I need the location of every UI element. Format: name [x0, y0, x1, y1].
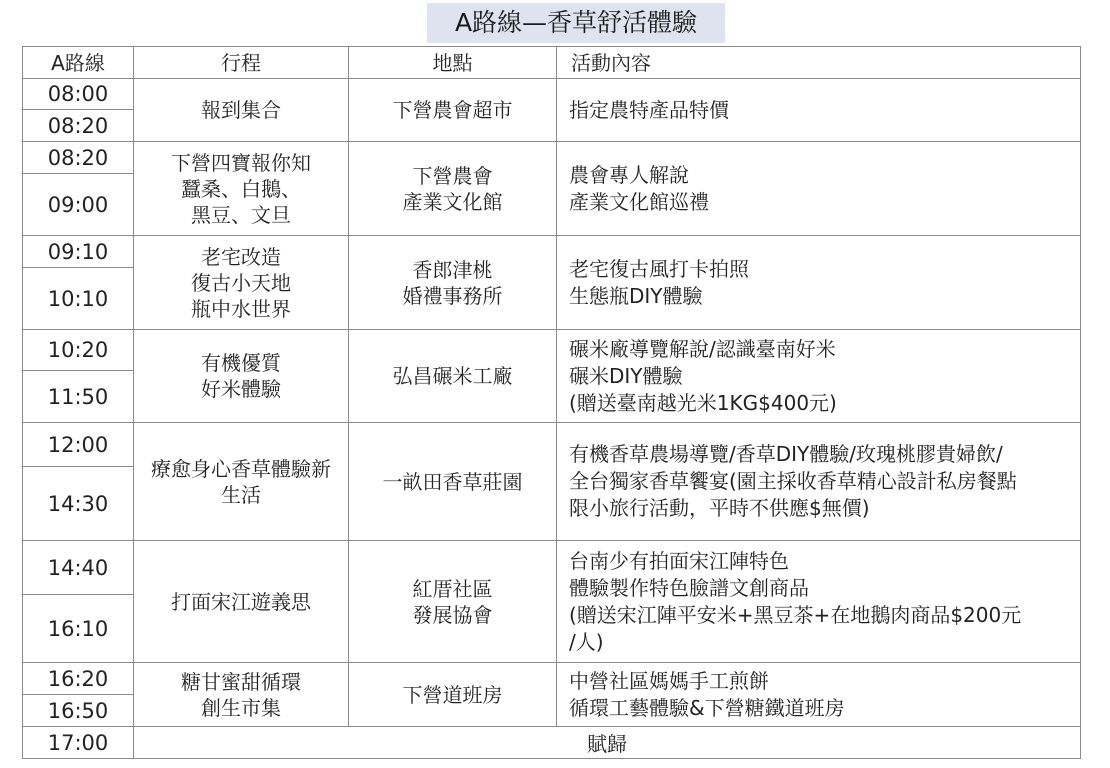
cell-line: 打面宋江遊義思	[171, 589, 311, 614]
cell-line: 體驗製作特色臉譜文創商品	[569, 575, 809, 600]
activity-cell	[557, 330, 1081, 423]
cell-line: 碾米廠導覽解說/認識臺南好米	[569, 336, 836, 361]
location-cell	[349, 142, 557, 236]
cell-line: (贈送宋江陣平安米+黑豆茶+在地鵝肉商品$200元	[569, 602, 1022, 627]
start-time: 16:20	[23, 663, 134, 695]
cell-line: 循環工藝體驗&下營糖鐵道班房	[569, 695, 845, 720]
activity-cell	[557, 541, 1081, 663]
end-time: 10:10	[23, 268, 134, 330]
location-cell	[349, 236, 557, 330]
cell-line: 產業文化館	[402, 189, 503, 214]
cell-line: 黑豆、文旦	[191, 202, 291, 227]
page-title: A路線—香草舒活體驗	[427, 3, 725, 43]
activity-cell	[557, 423, 1081, 541]
schedule-row	[23, 142, 1081, 174]
location-cell	[349, 330, 557, 423]
cell-line: 紅厝社區	[412, 576, 493, 601]
cell-line: 創生市集	[201, 695, 281, 720]
location-cell	[349, 423, 557, 541]
cell-line: 全台獨家香草饗宴(園主採收香草精心設計私房餐點	[569, 469, 1017, 493]
cell-line: 有機香草農場導覽/香草DIY體驗/玫瑰桃膠貴婦飲/	[569, 442, 1003, 466]
cell-line: 指定農特產品特價	[569, 97, 729, 122]
cell-line: 下營農會超市	[392, 98, 513, 122]
cell-line: 老宅復古風打卡拍照	[569, 256, 749, 281]
header-itinerary: 行程	[134, 47, 349, 79]
cell-line: 瓶中水世界	[191, 296, 291, 321]
activity-cell	[557, 142, 1081, 236]
itinerary-cell	[134, 663, 349, 727]
location-cell	[349, 541, 557, 663]
header-location: 地點	[349, 47, 557, 79]
schedule-row	[23, 541, 1081, 595]
cell-line: 老宅改造	[201, 244, 281, 269]
cell-line: 一畝田香草莊園	[382, 469, 523, 494]
cell-line: 生活	[221, 482, 261, 507]
start-time: 08:00	[23, 79, 134, 110]
header-activity: 活動內容	[557, 47, 1081, 79]
end-time: 09:00	[23, 174, 134, 236]
cell-line: 下營四寶報你知	[171, 150, 311, 175]
schedule-row	[23, 79, 1081, 110]
end-time: 16:10	[23, 595, 134, 663]
schedule-row	[23, 330, 1081, 371]
schedule-body	[23, 79, 1081, 759]
cell-line: 弘昌碾米工廠	[392, 364, 513, 388]
cell-line: 下營道班房	[402, 682, 503, 707]
cell-line: 中營社區媽媽手工煎餅	[569, 668, 769, 693]
cell-line: 復古小天地	[191, 270, 291, 295]
end-time: 16:50	[23, 695, 134, 727]
header-route: A路線	[23, 47, 134, 79]
end-time: 11:50	[23, 371, 134, 423]
activity-cell	[557, 663, 1081, 727]
end-time: 14:30	[23, 467, 134, 541]
cell-line: 農會專人解說	[569, 162, 689, 187]
cell-line: 好米體驗	[201, 377, 281, 401]
activity-cell	[557, 79, 1081, 142]
cell-line: 限小旅行活動，平時不供應$無價)	[569, 496, 870, 520]
cell-line: 糖甘蜜甜循環	[181, 669, 301, 694]
return-cell: 賦歸	[134, 727, 1081, 759]
itinerary-cell	[134, 142, 349, 236]
location-cell	[349, 663, 557, 727]
cell-line: 發展協會	[412, 602, 493, 627]
cell-line: 台南少有拍面宋江陣特色	[569, 548, 789, 573]
itinerary-cell	[134, 79, 349, 142]
final-row	[23, 727, 1081, 759]
cell-line: 蠶桑、白鵝、	[181, 176, 301, 201]
schedule-table	[22, 46, 1081, 759]
cell-line: 碾米DIY體驗	[569, 363, 683, 388]
itinerary-cell	[134, 541, 349, 663]
activity-cell	[557, 236, 1081, 330]
start-time: 09:10	[23, 236, 134, 268]
location-cell	[349, 79, 557, 142]
cell-line: /人)	[569, 629, 604, 654]
cell-line: 療愈身心香草體驗新	[151, 456, 331, 481]
schedule-row	[23, 423, 1081, 467]
cell-line: 香郎津桃	[412, 257, 493, 282]
start-time: 10:20	[23, 330, 134, 371]
end-time: 08:20	[23, 110, 134, 142]
schedule-row	[23, 663, 1081, 695]
itinerary-cell	[134, 423, 349, 541]
schedule-row	[23, 236, 1081, 268]
start-time: 08:20	[23, 142, 134, 174]
final-time: 17:00	[23, 727, 134, 759]
itinerary-cell	[134, 330, 349, 423]
cell-line: (贈送臺南越光米1KG$400元)	[569, 390, 837, 415]
cell-line: 生態瓶DIY體驗	[569, 283, 703, 308]
start-time: 12:00	[23, 423, 134, 467]
cell-line: 下營農會	[412, 163, 493, 188]
cell-line: 婚禮事務所	[402, 283, 503, 308]
cell-line: 報到集合	[201, 98, 281, 122]
cell-line: 產業文化館巡禮	[569, 189, 709, 214]
start-time: 14:40	[23, 541, 134, 595]
itinerary-cell	[134, 236, 349, 330]
header-row	[23, 47, 1081, 79]
cell-line: 有機優質	[201, 351, 281, 375]
